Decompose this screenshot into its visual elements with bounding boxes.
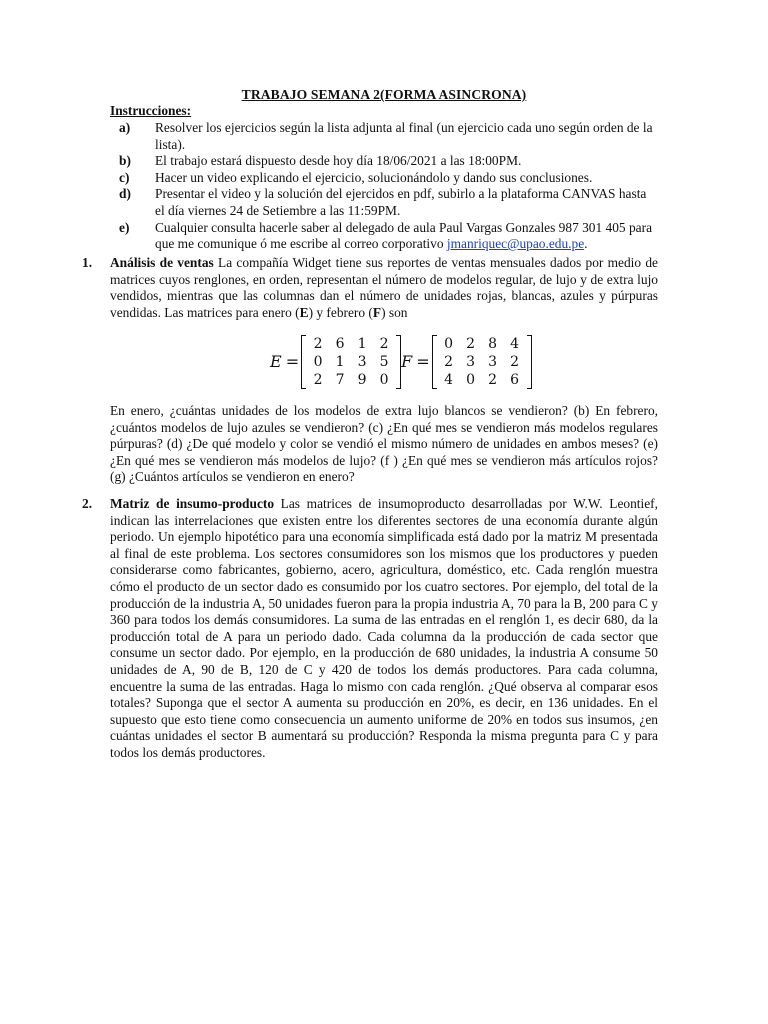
matrix-f: [432, 335, 532, 389]
instruction-item-d: [110, 186, 658, 219]
matrix-cell: 1: [335, 354, 345, 370]
matrix-cell: 0: [379, 372, 389, 388]
instruction-text: El trabajo estará dispuesto desde hoy día 18/06/2021 a las 18:00PM.: [155, 153, 522, 169]
problem-1-intro: [110, 255, 658, 321]
matrix-f-name: F: [401, 351, 413, 371]
instruction-label: a): [119, 120, 131, 135]
matrix-cell: 8: [488, 336, 498, 352]
instruction-item-e: [110, 220, 658, 253]
problem-text: La compañía Widget tiene sus reportes de ventas mensuales dados por medio de matrices cuyos renglones, en orden, representan el número de modelos regular, de lujo y de extra lujo vendidos, mientras que las columnas dan el número de unidades rojas, blancas, azules y púrpuras vendidas. Las matrices para enero (: [110, 255, 658, 320]
matrix-cell: 6: [335, 336, 345, 352]
problem-number: 2.: [82, 496, 93, 511]
matrix-f-ref: F: [372, 304, 382, 320]
matrix-cell: 7: [335, 372, 345, 388]
instruction-text: Presentar el video y la solución del ejercidos en pdf, subirlo a la plataforma CANVAS hasta el día viernes 24 de Setiembre a las 11:59PM.: [155, 186, 647, 218]
matrix-cell: 3: [357, 354, 367, 370]
matrix-cell: 3: [488, 354, 498, 370]
problem-1: [82, 255, 658, 321]
instruction-label: b): [119, 153, 131, 169]
matrices-equation: [270, 334, 532, 390]
instruction-item-c: [110, 170, 658, 187]
matrix-cell: 4: [510, 336, 520, 352]
problem-text: ) son: [381, 304, 408, 320]
problem-heading: Matriz de insumo-producto: [110, 496, 275, 511]
matrix-cell: 1: [357, 336, 367, 352]
matrix-cell: 5: [379, 354, 389, 370]
problem-2-text-block: [110, 496, 658, 762]
instruction-item-b: [110, 153, 658, 170]
matrix-cell: 0: [313, 354, 323, 370]
problem-text: ) y febrero (: [308, 304, 373, 320]
matrix-cell: 0: [444, 336, 454, 352]
matrix-cell: 4: [444, 372, 454, 388]
matrix-cell: 6: [510, 372, 520, 388]
instruction-text: Hacer un video explicando el ejercicio, solucionándolo y dando sus conclusiones.: [155, 169, 593, 185]
matrix-cell: 2: [313, 336, 323, 352]
matrix-e-name: E: [270, 351, 282, 371]
matrix-cell: 9: [357, 372, 367, 388]
instruction-item-a: [110, 120, 658, 153]
problem-number: 1.: [82, 255, 93, 270]
matrix-cell: 2: [510, 354, 520, 370]
matrix-cell: 2: [313, 372, 323, 388]
equals-sign: =: [416, 351, 430, 371]
instruction-label: d): [119, 186, 131, 202]
instruction-label: e): [119, 219, 130, 235]
instruction-label: c): [119, 169, 130, 185]
problem-1-questions: [82, 403, 658, 486]
instructions-list: [110, 120, 658, 253]
problem-heading: Análisis de ventas: [110, 255, 214, 270]
equals-sign: =: [285, 351, 300, 371]
matrix-cell: 2: [379, 336, 389, 352]
matrix-cell: 3: [466, 354, 476, 370]
instruction-text: Cualquier consulta hacerle saber al delegado de aula Paul Vargas Gonzales 987 301 405 para que me comunique ó me escribe al correo corporativo: [155, 219, 653, 252]
problem-1-questions-text: En enero, ¿cuántas unidades de los modelos de extra lujo blancos se vendieron? (b) En febrero, ¿cuántos modelos de lujo azules se vendieron? (c) ¿En qué mes se vendieron más modelos regulares púrpuras? (d) ¿De qué modelo y color se vendió el mismo número de unidades en ambos meses? (e) ¿En qué mes se vendieron más modelos de lujo? (f ) ¿En qué mes se vendieron más artículos rojos? (g) ¿Cuántos artículos se vendieron en enero?: [110, 403, 658, 485]
email-link[interactable]: jmanriquec@upao.edu.pe: [446, 236, 585, 252]
instruction-text: Resolver los ejercicios según la lista adjunta al final (un ejercicio cada uno según orden de la lista).: [155, 120, 653, 152]
matrix-cell: 2: [444, 354, 454, 370]
instructions-heading: Instrucciones:: [110, 103, 192, 118]
document-title: TRABAJO SEMANA 2(FORMA ASINCRONA): [241, 87, 527, 102]
matrix-e: [301, 335, 401, 389]
instruction-text-container: [155, 220, 658, 253]
matrix-cell: 0: [466, 372, 476, 388]
matrix-cell: 2: [466, 336, 476, 352]
matrix-cell: 2: [488, 372, 498, 388]
instruction-text-end: .: [584, 236, 588, 252]
matrix-e-ref: E: [299, 304, 309, 320]
problem-2: [82, 496, 658, 762]
problem-text: Las matrices de insumoproducto desarrolladas por W.W. Leontief, indican las interrelaciones que existen entre los diferentes sectores de una economía durante algún periodo. Un ejemplo hipotético para una economía simplificada está dado por la matriz M presentada al final de este problema. Los sectores consumidores son los mismos que los productores y pueden considerarse como fabricantes, gobierno, acero, agricultura, doméstico, etc. Cada renglón muestra cómo el producto de un sector dado es consumido por los cuatro sectores. Por ejemplo, del total de la producción de la industria A, 50 unidades fueron para la propia industria A, 70 para la B, 200 para C y 360 para todos los demás consumidores. La suma de las entradas en el renglón 1, es decir 680, da la producción total de A para un periodo dado. Cada columna da la producción de cada sector que consume un sector dado. Por ejemplo, en la producción de 680 unidades, la industria A consume 50 unidades de A, 90 de B, 120 de C y 420 de todos los demás productores. Para cada columna, encuentre la suma de las entradas. Haga lo mismo con cada renglón. ¿Qué observa al comparar esos totales? Suponga que el sector A aumenta su producción en 20%, es decir, en 136 unidades. En el supuesto que esto tiene como consecuencia un aumento uniforme de 20% en todos sus insumos, ¿en cuántas unidades el sector B aumentará su producción? Responda la misma pregunta para C y para todos los demás productores.: [110, 496, 658, 760]
